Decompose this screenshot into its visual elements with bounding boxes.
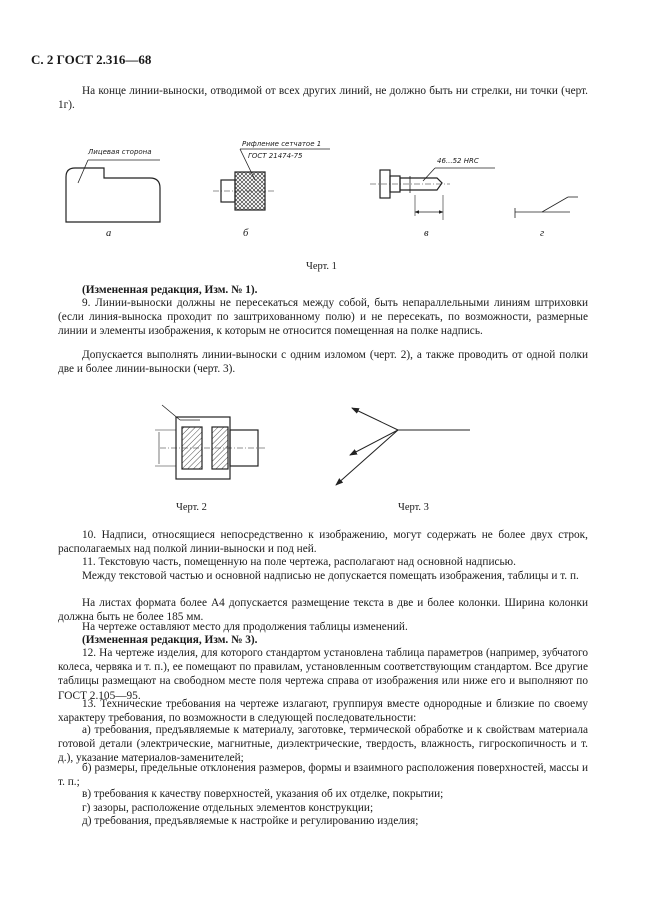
paragraph-11: 11. Текстовую часть, помещенную на поле чертежа, располагают над основной надписью. (82, 556, 516, 568)
fig1v-label: 46...52 HRC (437, 157, 479, 165)
paragraph-10: 10. Надписи, относящиеся непосредственно к изображению, могут содержать не более двух строк, располагаемых над полкой линии-выноски и под ней. (58, 529, 588, 556)
paragraph-13d: д) требования, предъявляемые к настройке и регулированию изделия; (82, 815, 419, 827)
amendment-1: (Измененная редакция, Изм. № 1). (82, 284, 258, 296)
fig1a-part (66, 168, 160, 222)
fig1-caption: Черт. 1 (306, 261, 337, 272)
paragraph-13v: в) требования к качеству поверхностей, указания об их отделке, покрытии; (82, 788, 444, 800)
paragraph-11c: На листах формата более А4 допускается размещение текста в две и более колонки. Ширина колонки должна быть не более 185 мм. (58, 597, 588, 624)
paragraph-13: 13. Технические требования на чертеже излагают, группируя вместе однородные и близкие по своему характеру требования, по возможности в следующей последовательности: (58, 698, 588, 725)
fig1-sub-b: б (243, 228, 249, 239)
page-header: С. 2 ГОСТ 2.316—68 (31, 52, 152, 67)
paragraph-13b: б) размеры, предельные отклонения размеров, формы и взаимного расположения поверхностей, массы и т. п.; (58, 762, 588, 789)
fig2-caption: Черт. 2 (176, 502, 207, 513)
fig1a-label: Лицевая сторона (88, 148, 152, 156)
paragraph-intro: На конце линии-выноски, отводимой от всех других линий, не должно быть ни стрелки, ни точки (черт. 1г). (58, 85, 588, 112)
fig3-caption: Черт. 3 (398, 502, 429, 513)
paragraph-9: 9. Линии-выноски должны не пересекаться между собой, быть непараллельными линиям штриховки (если линия-выноска проходит по заштрихованному полю) и не пересекать, по возможности, размерные линии и элементы изображения, к которым не относится помещенная на полке надпись. (58, 297, 588, 338)
fig1-sub-a: а (106, 228, 112, 239)
fig1b-label-line1: Рифление сетчатое 1 (242, 140, 322, 148)
paragraph-13g: г) зазоры, расположение отдельных элементов конструкции; (82, 802, 374, 814)
fig1-sub-g: г (540, 228, 545, 239)
paragraph-9b: Допускается выполнять линии-выноски с одним изломом (черт. 2), а также проводить от одной полки две и более линии-выноски (черт. 3). (58, 349, 588, 376)
paragraph-11b: Между текстовой частью и основной надписью не допускается помещать изображения, таблицы и т. п. (82, 570, 579, 582)
amendment-3: (Измененная редакция, Изм. № 3). (82, 634, 258, 646)
paragraph-11d: На чертеже оставляют место для продолжения таблицы изменений. (82, 621, 408, 633)
fig1b-label-line2: ГОСТ 21474-75 (248, 152, 303, 160)
paragraph-13a: а) требования, предъявляемые к материалу, заготовке, термической обработке и к свойствам материала готовой детали (электрические, магнитные, диэлектрические, твердость, влажность, гигроскопичность и т. д.), указание материалов-заменителей; (58, 724, 588, 765)
paragraph-12: 12. На чертеже изделия, для которого стандартом установлена таблица параметров (например, зубчатого колеса, червяка и т. п.), ее помещают по правилам, установленным соответствующим стандартом. Все другие таблицы размещают на свободном месте поля чертежа справа от изображения или ниже его и выполняют по ГОСТ 2.105—95. (58, 647, 588, 702)
fig1-sub-v: в (424, 228, 429, 239)
